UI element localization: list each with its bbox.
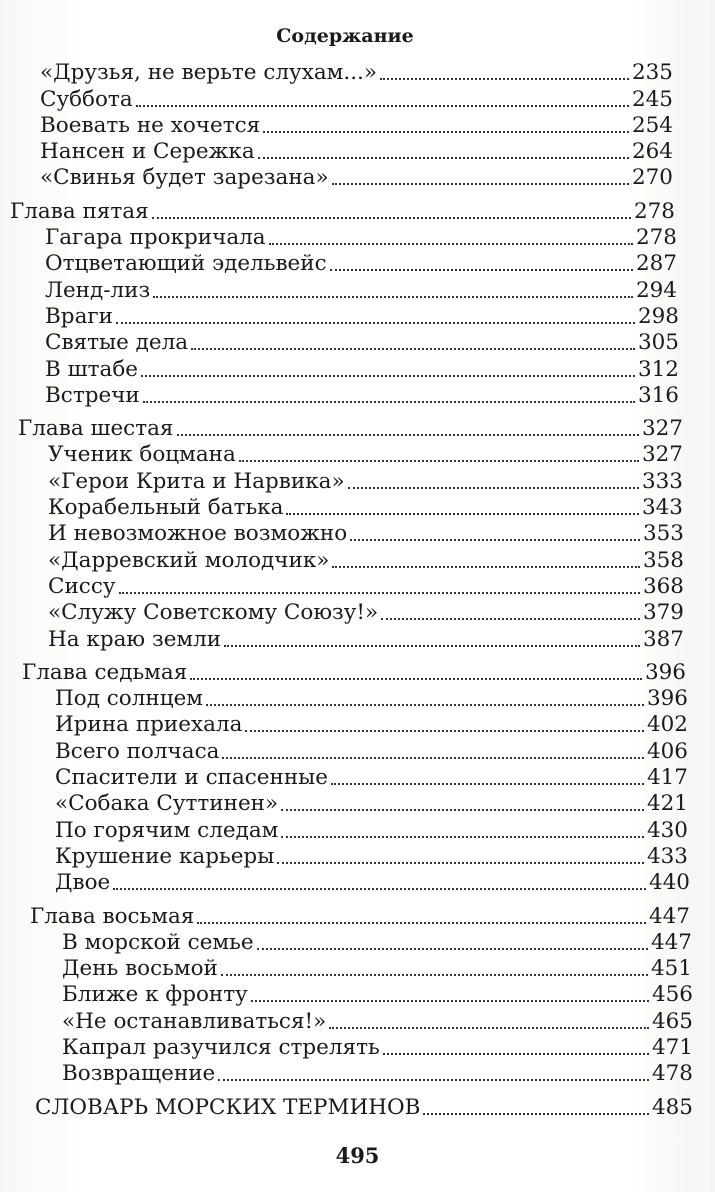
toc-entry-title: «Собака Суттинен» <box>55 791 279 817</box>
toc-entry-title: В морской семье <box>62 929 254 955</box>
toc-entry <box>0 903 690 929</box>
toc-entry-title: По горячим следам <box>55 817 279 843</box>
dot-leader <box>263 130 629 133</box>
toc-entry-page: 333 <box>641 468 683 494</box>
toc-entry-page: 402 <box>646 712 688 738</box>
dot-leader <box>269 242 633 245</box>
dot-leader <box>348 486 639 489</box>
page-title: Содержание <box>276 25 414 47</box>
toc-entry-title: Ирина приехала <box>55 712 243 738</box>
toc-entry <box>0 1008 693 1034</box>
dot-leader <box>257 947 648 950</box>
dot-leader <box>332 565 640 568</box>
toc-entry <box>0 139 673 165</box>
toc-entry-page: 254 <box>631 112 673 138</box>
toc-entry-title: Суббота <box>40 86 133 112</box>
toc-entry <box>0 574 684 600</box>
toc-entry-page: 447 <box>650 929 692 955</box>
dot-leader <box>190 677 642 680</box>
dot-leader <box>153 295 633 298</box>
dot-leader <box>116 321 635 324</box>
dot-leader <box>281 808 644 811</box>
dot-leader <box>251 999 649 1002</box>
toc-entry <box>0 1061 693 1087</box>
toc-entry-title: «Герои Крита и Нарвика» <box>48 468 345 494</box>
toc-entry-page: 312 <box>637 356 679 382</box>
toc-entry <box>0 60 673 86</box>
dot-leader <box>222 756 644 759</box>
toc-entry <box>0 600 684 626</box>
toc-entry <box>0 251 677 277</box>
toc-entry-title: Корабельный батька <box>48 495 284 521</box>
toc-entry <box>0 982 693 1008</box>
toc-entry <box>0 468 683 494</box>
toc-entry <box>0 356 679 382</box>
toc-entry-title: «Дарревский молодчик» <box>48 547 330 573</box>
toc-entry <box>0 870 690 896</box>
toc-entry-title: Двое <box>55 870 111 896</box>
toc-entry-title: СЛОВАРЬ МОРСКИХ ТЕРМИНОВ <box>35 1094 421 1120</box>
dot-leader <box>330 268 633 271</box>
toc-entry-page: 485 <box>651 1094 693 1120</box>
toc-entry-page: 387 <box>642 626 684 652</box>
toc-entry <box>0 791 688 817</box>
toc-entry-title: «Друзья, не верьте слухам...» <box>40 60 378 86</box>
toc-entry-title: И невозможное возможно <box>48 521 348 547</box>
toc-entry-page: 456 <box>651 982 693 1008</box>
toc-entry-page: 368 <box>642 573 684 599</box>
toc-entry-page: 270 <box>631 165 673 191</box>
toc-entry <box>0 956 692 982</box>
toc-entry <box>0 844 688 870</box>
toc-entry-page: 278 <box>633 198 675 224</box>
dot-leader <box>245 729 644 732</box>
toc-entry <box>0 765 688 791</box>
dot-leader <box>281 835 644 838</box>
toc-entry-title: Гагара прокричала <box>45 225 266 251</box>
dot-leader <box>277 861 644 864</box>
toc-entry-page: 379 <box>642 600 684 626</box>
toc-entry-page: 430 <box>646 817 688 843</box>
toc-entry-title: Капрал разучился стрелять <box>62 1034 380 1060</box>
toc-entry-page: 327 <box>641 416 683 442</box>
toc-entry-page: 396 <box>646 686 688 712</box>
toc-entry <box>0 1094 693 1120</box>
toc-entry <box>0 225 677 251</box>
toc-entry <box>0 442 683 468</box>
toc-entry <box>0 416 683 442</box>
toc-entry-page: 406 <box>646 738 688 764</box>
toc-entry <box>0 86 673 112</box>
table-of-contents <box>0 60 715 1121</box>
toc-entry-page: 294 <box>635 277 677 303</box>
toc-entry <box>0 113 673 139</box>
toc-entry-page: 471 <box>651 1034 693 1060</box>
toc-entry-page: 245 <box>631 86 673 112</box>
dot-leader <box>286 512 639 515</box>
toc-entry-title: «Служу Советскому Союзу!» <box>48 600 379 626</box>
dot-leader <box>380 77 629 80</box>
dot-leader <box>218 1078 649 1081</box>
toc-entry <box>0 330 679 356</box>
page-number: 495 <box>335 1143 380 1168</box>
toc-entry-title: Святые дела <box>45 330 189 356</box>
dot-leader <box>383 1052 649 1055</box>
dot-leader <box>258 156 629 159</box>
toc-entry-title: Воевать не хочется <box>40 112 261 138</box>
toc-entry-title: Отцветающий эдельвейс <box>45 251 327 277</box>
toc-entry-title: Ленд-лиз <box>45 277 151 303</box>
dot-leader <box>206 703 644 706</box>
toc-entry-title: Спасители и спасенные <box>55 765 329 791</box>
toc-entry-page: 316 <box>637 382 679 408</box>
toc-entry-title: Глава пятая <box>10 198 149 224</box>
toc-entry-title: Ученик боцмана <box>48 442 236 468</box>
toc-entry <box>0 383 679 409</box>
toc-entry <box>0 930 692 956</box>
toc-entry <box>0 686 688 712</box>
toc-entry <box>0 495 683 521</box>
dot-leader <box>141 374 635 377</box>
toc-entry-title: «Не останавливаться!» <box>62 1008 327 1034</box>
dot-leader <box>331 782 644 785</box>
toc-entry <box>0 1035 693 1061</box>
toc-entry-page: 264 <box>631 139 673 165</box>
toc-entry-page: 353 <box>642 521 684 547</box>
toc-entry-title: День восьмой <box>62 956 218 982</box>
dot-leader <box>197 921 646 924</box>
toc-entry <box>0 277 677 303</box>
toc-entry-page: 343 <box>641 495 683 521</box>
toc-entry <box>0 521 684 547</box>
dot-leader <box>423 1112 649 1115</box>
toc-entry-page: 287 <box>635 251 677 277</box>
toc-entry <box>0 198 675 224</box>
dot-leader <box>113 887 646 890</box>
toc-entry <box>0 626 684 652</box>
dot-leader <box>191 347 635 350</box>
toc-entry-page: 478 <box>651 1061 693 1087</box>
toc-entry-title: Под солнцем <box>55 686 204 712</box>
page-edge-shadow <box>697 0 715 1192</box>
dot-leader <box>119 591 640 594</box>
toc-entry-title: На краю земли <box>48 626 222 652</box>
dot-leader <box>350 538 640 541</box>
toc-entry <box>0 547 684 573</box>
toc-entry <box>0 712 688 738</box>
dot-leader <box>221 973 648 976</box>
dot-leader <box>224 644 640 647</box>
toc-entry-page: 278 <box>635 225 677 251</box>
toc-entry-page: 417 <box>646 765 688 791</box>
toc-entry-page: 433 <box>646 843 688 869</box>
toc-entry-title: Возвращение <box>62 1061 216 1087</box>
dot-leader <box>152 216 631 219</box>
toc-entry-page: 358 <box>642 547 684 573</box>
toc-entry-page: 298 <box>637 303 679 329</box>
dot-leader <box>332 182 629 185</box>
toc-entry-title: «Свинья будет зарезана» <box>40 165 329 191</box>
dot-leader <box>177 433 639 436</box>
toc-entry-title: Ближе к фронту <box>62 982 248 1008</box>
toc-entry-title: Нансен и Сережка <box>40 139 255 165</box>
toc-entry <box>0 660 686 686</box>
toc-entry <box>0 304 679 330</box>
toc-entry-title: Крушение карьеры <box>55 843 275 869</box>
toc-entry <box>0 165 673 191</box>
toc-entry-title: Враги <box>45 303 113 329</box>
toc-entry-page: 327 <box>641 442 683 468</box>
toc-entry-title: В штабе <box>45 356 139 382</box>
dot-leader <box>329 1026 649 1029</box>
dot-leader <box>239 459 639 462</box>
toc-entry-title: Сиссу <box>48 573 116 599</box>
toc-entry-page: 451 <box>650 956 692 982</box>
toc-entry-page: 305 <box>637 330 679 356</box>
dot-leader <box>381 617 640 620</box>
toc-entry-page: 421 <box>646 791 688 817</box>
dot-leader <box>143 400 635 403</box>
toc-entry <box>0 738 688 764</box>
toc-entry-title: Глава шестая <box>18 416 174 442</box>
toc-entry-title: Встречи <box>45 382 140 408</box>
toc-entry <box>0 817 688 843</box>
toc-entry-title: Глава восьмая <box>30 903 195 929</box>
toc-entry-page: 235 <box>631 60 673 86</box>
toc-entry-title: Глава седьмая <box>22 659 188 685</box>
toc-entry-page: 396 <box>644 659 686 685</box>
dot-leader <box>136 104 629 107</box>
toc-entry-page: 440 <box>648 870 690 896</box>
toc-entry-page: 465 <box>651 1008 693 1034</box>
toc-entry-title: Всего полчаса <box>55 738 220 764</box>
toc-entry-page: 447 <box>648 903 690 929</box>
